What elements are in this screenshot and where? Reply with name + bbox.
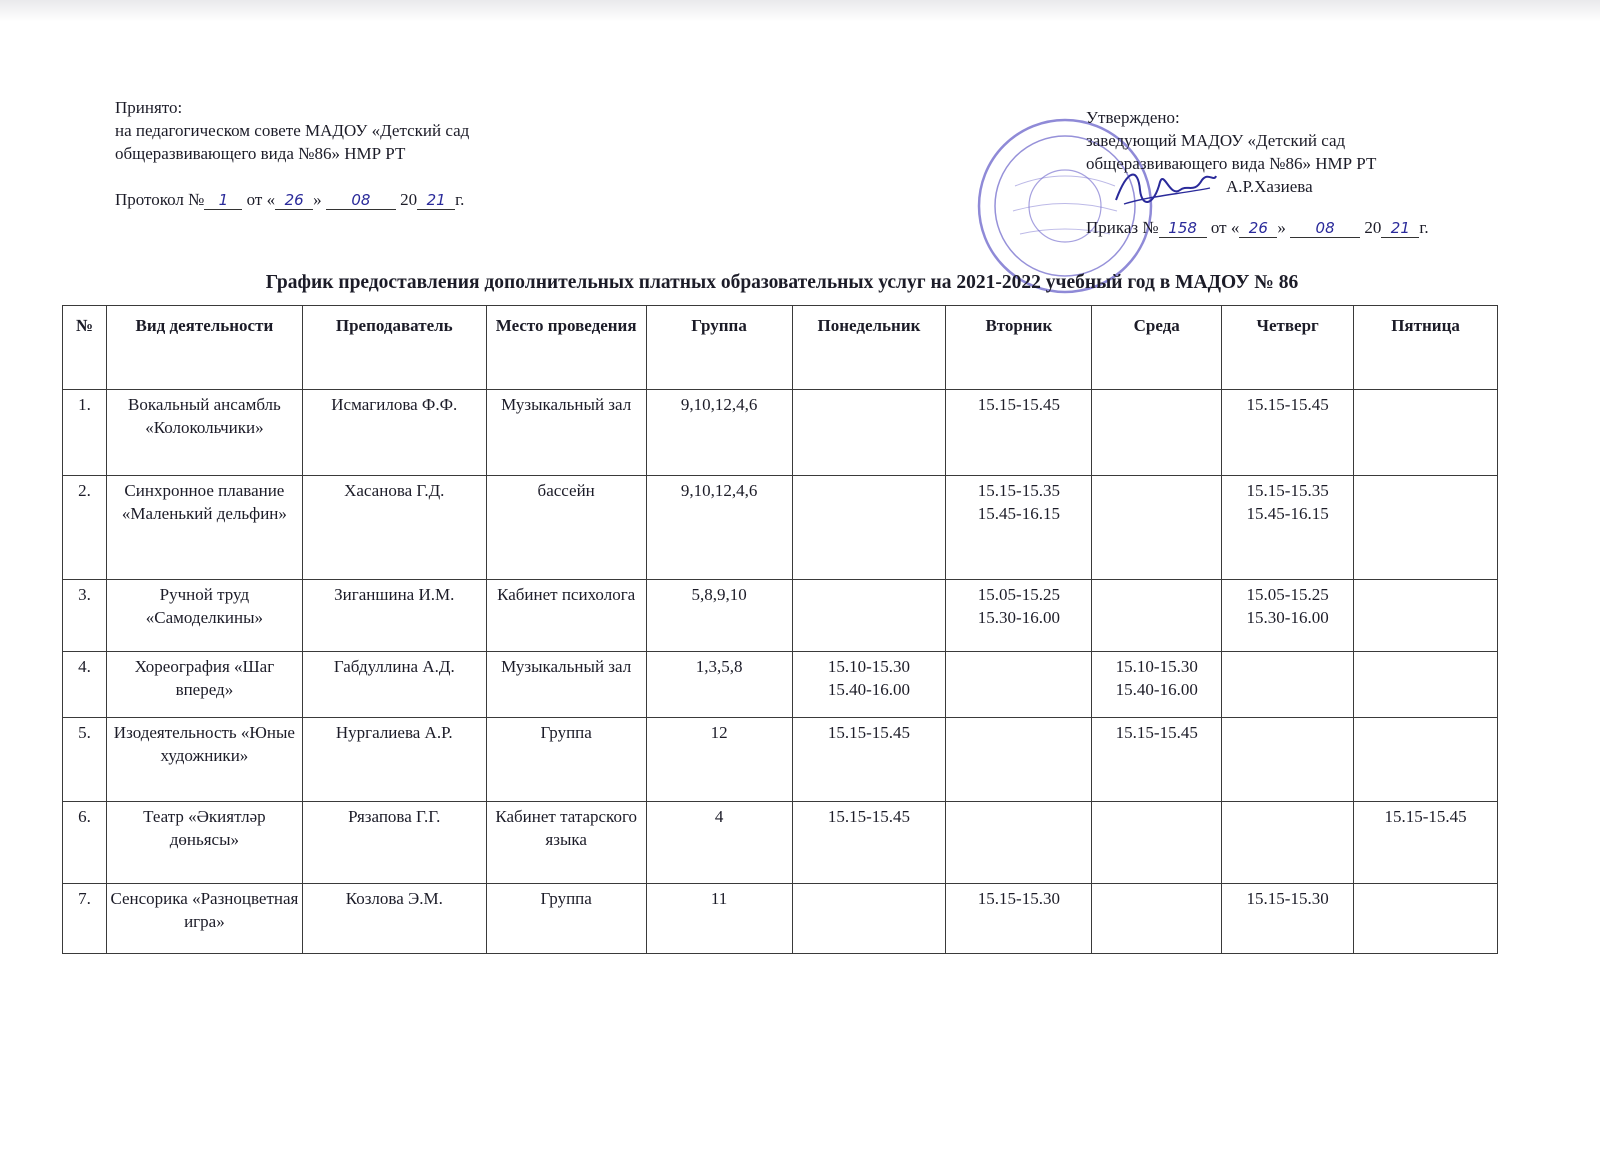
cell-thursday: 15.15-15.35 15.45-16.15 [1222,476,1354,580]
cell-number: 3. [63,580,107,652]
header-cell-group: Группа [646,306,792,390]
table-row [63,476,1498,580]
cell-monday [792,390,946,476]
cell-thursday: 15.05-15.25 15.30-16.00 [1222,580,1354,652]
table-row [63,718,1498,802]
cell-group: 9,10,12,4,6 [646,476,792,580]
approved-line-2: общеразвивающего вида №86» НМР РТ [1086,154,1377,173]
protocol-year-suffix: г. [455,190,465,209]
accepted-block [115,96,469,211]
cell-group: 1,3,5,8 [646,652,792,718]
cell-friday [1354,580,1498,652]
order-year-suffix: г. [1419,218,1429,237]
cell-group: 12 [646,718,792,802]
order-close-quote: » [1277,218,1286,237]
order-year: 21 [1381,219,1419,238]
cell-wednesday: 15.15-15.45 [1092,718,1222,802]
schedule-table [62,305,1498,954]
table-row [63,652,1498,718]
protocol-number: 1 [204,191,242,210]
order-from-label: от « [1210,218,1240,237]
cell-monday [792,580,946,652]
cell-teacher: Габдуллина А.Д. [302,652,486,718]
cell-number: 7. [63,884,107,954]
cell-number: 5. [63,718,107,802]
order-label: Приказ № [1086,218,1159,237]
table-row [63,390,1498,476]
cell-teacher: Исмагилова Ф.Ф. [302,390,486,476]
cell-activity: Вокальный ансамбль «Колокольчики» [106,390,302,476]
cell-friday: 15.15-15.45 [1354,802,1498,884]
accepted-line-2: общеразвивающего вида №86» НМР РТ [115,144,406,163]
cell-wednesday [1092,580,1222,652]
cell-friday [1354,884,1498,954]
cell-thursday: 15.15-15.45 [1222,390,1354,476]
cell-teacher: Рязапова Г.Г. [302,802,486,884]
cell-monday: 15.15-15.45 [792,802,946,884]
cell-place: бассейн [486,476,646,580]
header-cell-place: Место проведения [486,306,646,390]
cell-place: Кабинет психолога [486,580,646,652]
protocol-label: Протокол № [115,190,205,209]
cell-friday [1354,476,1498,580]
cell-activity: Театр «Әкиятләр дөньясы» [106,802,302,884]
order-day: 26 [1239,219,1277,238]
cell-friday [1354,390,1498,476]
cell-tuesday [946,652,1092,718]
cell-wednesday: 15.10-15.30 15.40-16.00 [1092,652,1222,718]
cell-tuesday: 15.15-15.45 [946,390,1092,476]
cell-wednesday [1092,390,1222,476]
header-cell-teacher: Преподаватель [302,306,486,390]
cell-tuesday: 15.15-15.30 [946,884,1092,954]
scan-edge-shadow [0,0,1600,22]
protocol-year: 21 [417,191,455,210]
approved-block [1086,106,1429,239]
cell-number: 1. [63,390,107,476]
accepted-line-1: на педагогическом совете МАДОУ «Детский сад [115,121,470,140]
protocol-close-quote: » [313,190,322,209]
header-cell-number: № [63,306,107,390]
cell-wednesday [1092,476,1222,580]
header-cell-monday: Понедельник [792,306,946,390]
cell-tuesday [946,718,1092,802]
cell-monday [792,884,946,954]
cell-teacher: Козлова Э.М. [302,884,486,954]
cell-thursday [1222,718,1354,802]
cell-wednesday [1092,884,1222,954]
approved-line-1: заведующий МАДОУ «Детский сад [1086,131,1346,150]
head-name: А.Р.Хазиева [1226,177,1313,196]
cell-activity: Синхронное плавание «Маленький дельфин» [106,476,302,580]
cell-teacher: Нургалиева А.Р. [302,718,486,802]
header-cell-thursday: Четверг [1222,306,1354,390]
cell-thursday [1222,802,1354,884]
protocol-from-label: от « [246,190,276,209]
cell-tuesday: 15.05-15.25 15.30-16.00 [946,580,1092,652]
cell-group: 9,10,12,4,6 [646,390,792,476]
cell-tuesday [946,802,1092,884]
header-cell-friday: Пятница [1354,306,1498,390]
cell-group: 5,8,9,10 [646,580,792,652]
protocol-month: 08 [326,191,396,210]
order-year-prefix: 20 [1364,218,1382,237]
header-cell-wednesday: Среда [1092,306,1222,390]
cell-activity: Сенсорика «Разноцветная игра» [106,884,302,954]
cell-group: 11 [646,884,792,954]
cell-activity: Хореография «Шаг вперед» [106,652,302,718]
cell-place: Группа [486,718,646,802]
cell-place: Группа [486,884,646,954]
cell-activity: Ручной труд «Самоделкины» [106,580,302,652]
cell-monday: 15.10-15.30 15.40-16.00 [792,652,946,718]
cell-tuesday: 15.15-15.35 15.45-16.15 [946,476,1092,580]
order-line [1086,216,1429,239]
cell-monday: 15.15-15.45 [792,718,946,802]
table-row [63,802,1498,884]
protocol-year-prefix: 20 [400,190,418,209]
cell-place: Музыкальный зал [486,652,646,718]
cell-wednesday [1092,802,1222,884]
cell-teacher: Хасанова Г.Д. [302,476,486,580]
approved-label: Утверждено: [1086,108,1180,127]
protocol-line [115,188,469,211]
order-number: 158 [1159,219,1207,238]
cell-number: 4. [63,652,107,718]
cell-thursday: 15.15-15.30 [1222,884,1354,954]
document-title: График предоставления дополнительных платных образовательных услуг на 2021-2022 учебный год в МАДОУ № 86 [265,272,1299,293]
cell-friday [1354,652,1498,718]
table-row [63,884,1498,954]
cell-place: Кабинет татарского языка [486,802,646,884]
table-header-row [63,306,1498,390]
order-month: 08 [1290,219,1360,238]
cell-place: Музыкальный зал [486,390,646,476]
cell-number: 2. [63,476,107,580]
cell-thursday [1222,652,1354,718]
cell-teacher: Зиганшина И.М. [302,580,486,652]
cell-number: 6. [63,802,107,884]
cell-friday [1354,718,1498,802]
cell-group: 4 [646,802,792,884]
accepted-label: Принято: [115,98,183,117]
header-cell-activity: Вид деятельности [106,306,302,390]
protocol-day: 26 [275,191,313,210]
header-cell-tuesday: Вторник [946,306,1092,390]
cell-activity: Изодеятельность «Юные художники» [106,718,302,802]
table-row [63,580,1498,652]
cell-monday [792,476,946,580]
